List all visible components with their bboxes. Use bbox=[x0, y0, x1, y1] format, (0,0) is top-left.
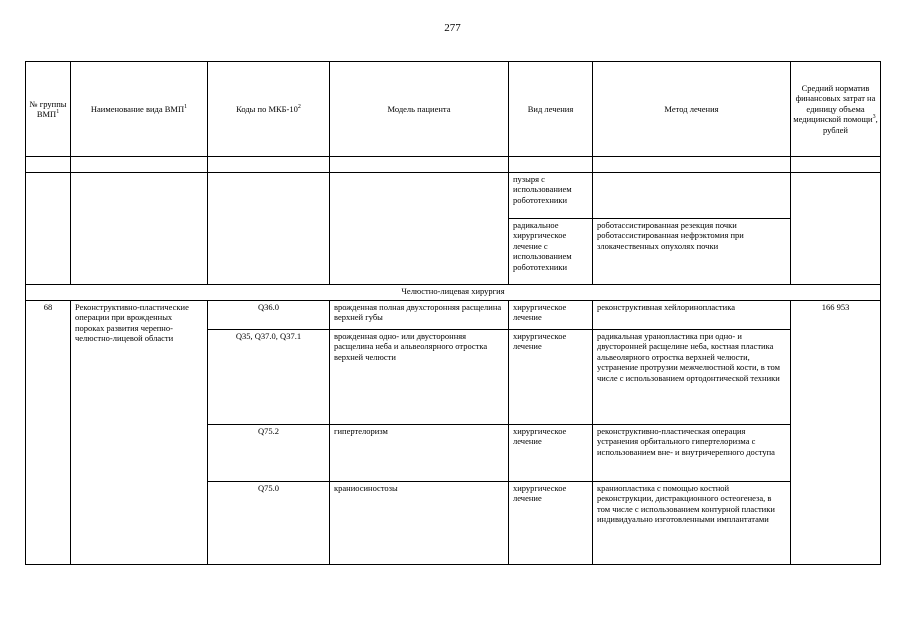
vmp-table bbox=[25, 61, 881, 565]
model-cell: врожденная полная двухсторонняя расщелина верхней губы bbox=[330, 301, 509, 330]
spacer-row bbox=[26, 157, 881, 173]
continuation-treatment-2: радикальное хирургическое лечение с использованием робототехники bbox=[509, 219, 593, 285]
treatment-cell: хирургическое лечение bbox=[509, 482, 593, 565]
header-row bbox=[26, 62, 881, 157]
header-treatment-type: Вид лечения bbox=[509, 62, 593, 157]
section-row bbox=[26, 285, 881, 301]
cost-cell: 166 953 bbox=[791, 301, 881, 565]
model-cell: краниосиностозы bbox=[330, 482, 509, 565]
page-number: 277 bbox=[444, 22, 461, 34]
continuation-treatment-1: пузыря с использованием робототехники bbox=[509, 173, 593, 219]
treatment-cell: хирургическое лечение bbox=[509, 425, 593, 482]
group-number: 68 bbox=[26, 301, 71, 565]
method-cell: реконструктивная хейлоринопластика bbox=[593, 301, 791, 330]
codes-cell: Q75.2 bbox=[208, 425, 330, 482]
model-cell: гипертелоризм bbox=[330, 425, 509, 482]
header-cost: Средний норматив финансовых затрат на единицу объема медицинской помощи$^3$, рублей bbox=[791, 62, 881, 157]
section-title: Челюстно-лицевая хирургия bbox=[26, 285, 881, 301]
group-name: Реконструктивно-пластические операции при врожденных пороках развития черепно-челюстно-лицевой области bbox=[71, 301, 208, 565]
continuation-row-1 bbox=[26, 173, 881, 219]
method-cell: реконструктивно-пластическая операция устранения орбитального гипертелоризма с использованием вне- и внутричерепного доступа bbox=[593, 425, 791, 482]
codes-cell: Q35, Q37.0, Q37.1 bbox=[208, 330, 330, 425]
table-row bbox=[26, 301, 881, 330]
header-name: Наименование вида ВМП$^1$ bbox=[71, 62, 208, 157]
model-cell: врожденная одно- или двусторонняя расщелина неба и альвеолярного отростка верхней челюсти bbox=[330, 330, 509, 425]
header-group-no: № группы ВМП$^1$ bbox=[26, 62, 71, 157]
continuation-method-2: роботассистированная резекция почки роботассистированная нефрэктомия при злокачественных опухолях почки bbox=[593, 219, 791, 285]
header-codes: Коды по МКБ-$10^2$ bbox=[208, 62, 330, 157]
codes-cell: Q36.0 bbox=[208, 301, 330, 330]
codes-cell: Q75.0 bbox=[208, 482, 330, 565]
method-cell: радикальная уранопластика при одно- и двусторонней расщелине неба, костная пластика альвеолярного отростка верхней челюсти, устранение протрузии межчелюстной кости, в том числе с использованием ортодонтической техники bbox=[593, 330, 791, 425]
treatment-cell: хирургическое лечение bbox=[509, 301, 593, 330]
header-method: Метод лечения bbox=[593, 62, 791, 157]
header-model: Модель пациента bbox=[330, 62, 509, 157]
treatment-cell: хирургическое лечение bbox=[509, 330, 593, 425]
method-cell: краниопластика с помощью костной реконструкции, дистракционного остеогенеза, в том числе с использованием контурной пластики индивидуально изготовленными имплантатами bbox=[593, 482, 791, 565]
